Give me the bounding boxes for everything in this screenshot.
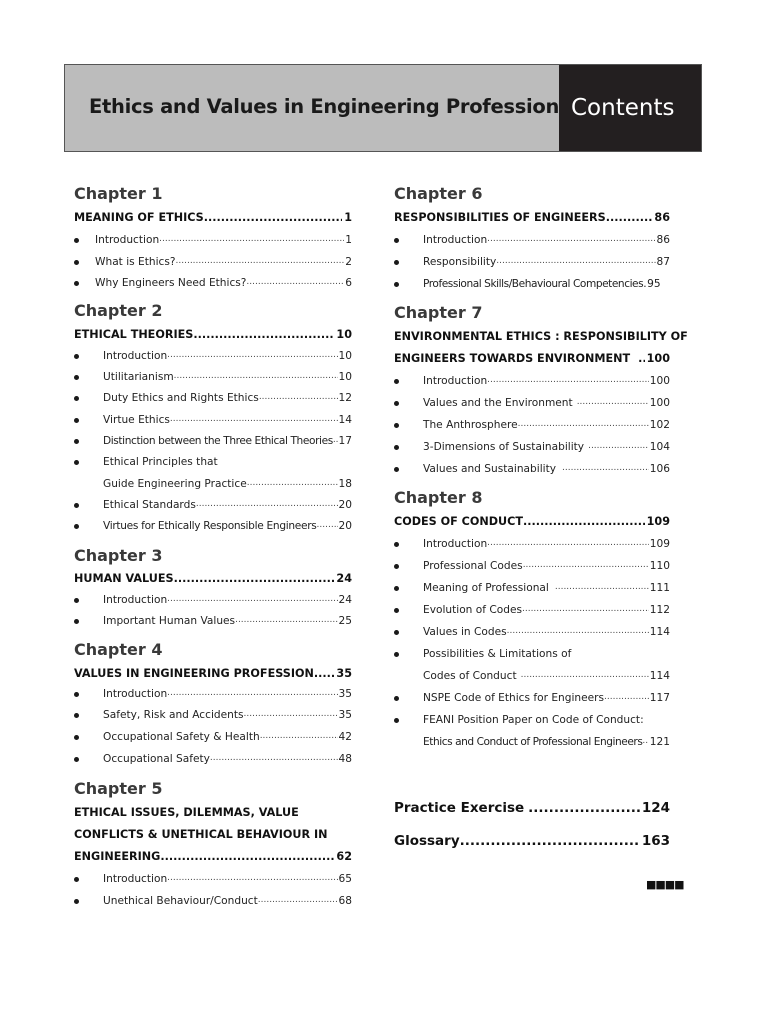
section-title: VALUES IN ENGINEERING PROFESSION ..... 35 xyxy=(74,667,352,680)
end-mark: ■■■■ xyxy=(646,878,684,891)
practice-exercise-entry[interactable]: Practice Exercise ..... 124 xyxy=(394,800,670,816)
contents-box xyxy=(559,65,701,151)
chapter-heading: Chapter 5 xyxy=(74,779,163,798)
title-box xyxy=(65,65,559,151)
section-title: HUMAN VALUES ..... 24 xyxy=(74,572,352,585)
section-title: CODES OF CONDUCT ..... 109 xyxy=(394,515,670,528)
chapter-heading: Chapter 1 xyxy=(74,184,163,203)
section-title-line: CONFLICTS & UNETHICAL BEHAVIOUR IN xyxy=(74,828,328,841)
chapter-heading: Chapter 8 xyxy=(394,488,483,507)
section-title: ENGINEERS TOWARDS ENVIRONMENT ..... 100 xyxy=(394,352,670,365)
chapter-heading: Chapter 7 xyxy=(394,303,483,322)
chapter-heading: Chapter 3 xyxy=(74,546,163,565)
contents-label: Contents xyxy=(571,95,675,121)
section-title: MEANING OF ETHICS ..... 1 xyxy=(74,211,352,224)
chapter-heading: Chapter 4 xyxy=(74,640,163,659)
book-title: Ethics and Values in Engineering Profession xyxy=(89,95,560,118)
page-header xyxy=(64,64,702,152)
section-title: ENGINEERING ..... 62 xyxy=(74,850,352,863)
section-title-line: ETHICAL ISSUES, DILEMMAS, VALUE xyxy=(74,806,299,819)
section-title-line: ENVIRONMENTAL ETHICS : RESPONSIBILITY OF xyxy=(394,330,688,343)
chapter-heading: Chapter 2 xyxy=(74,301,163,320)
section-title: ETHICAL THEORIES ..... 10 xyxy=(74,328,352,341)
glossary-entry[interactable]: Glossary ..... 163 xyxy=(394,833,670,849)
section-title: RESPONSIBILITIES OF ENGINEERS ..... 86 xyxy=(394,211,670,224)
chapter-heading: Chapter 6 xyxy=(394,184,483,203)
